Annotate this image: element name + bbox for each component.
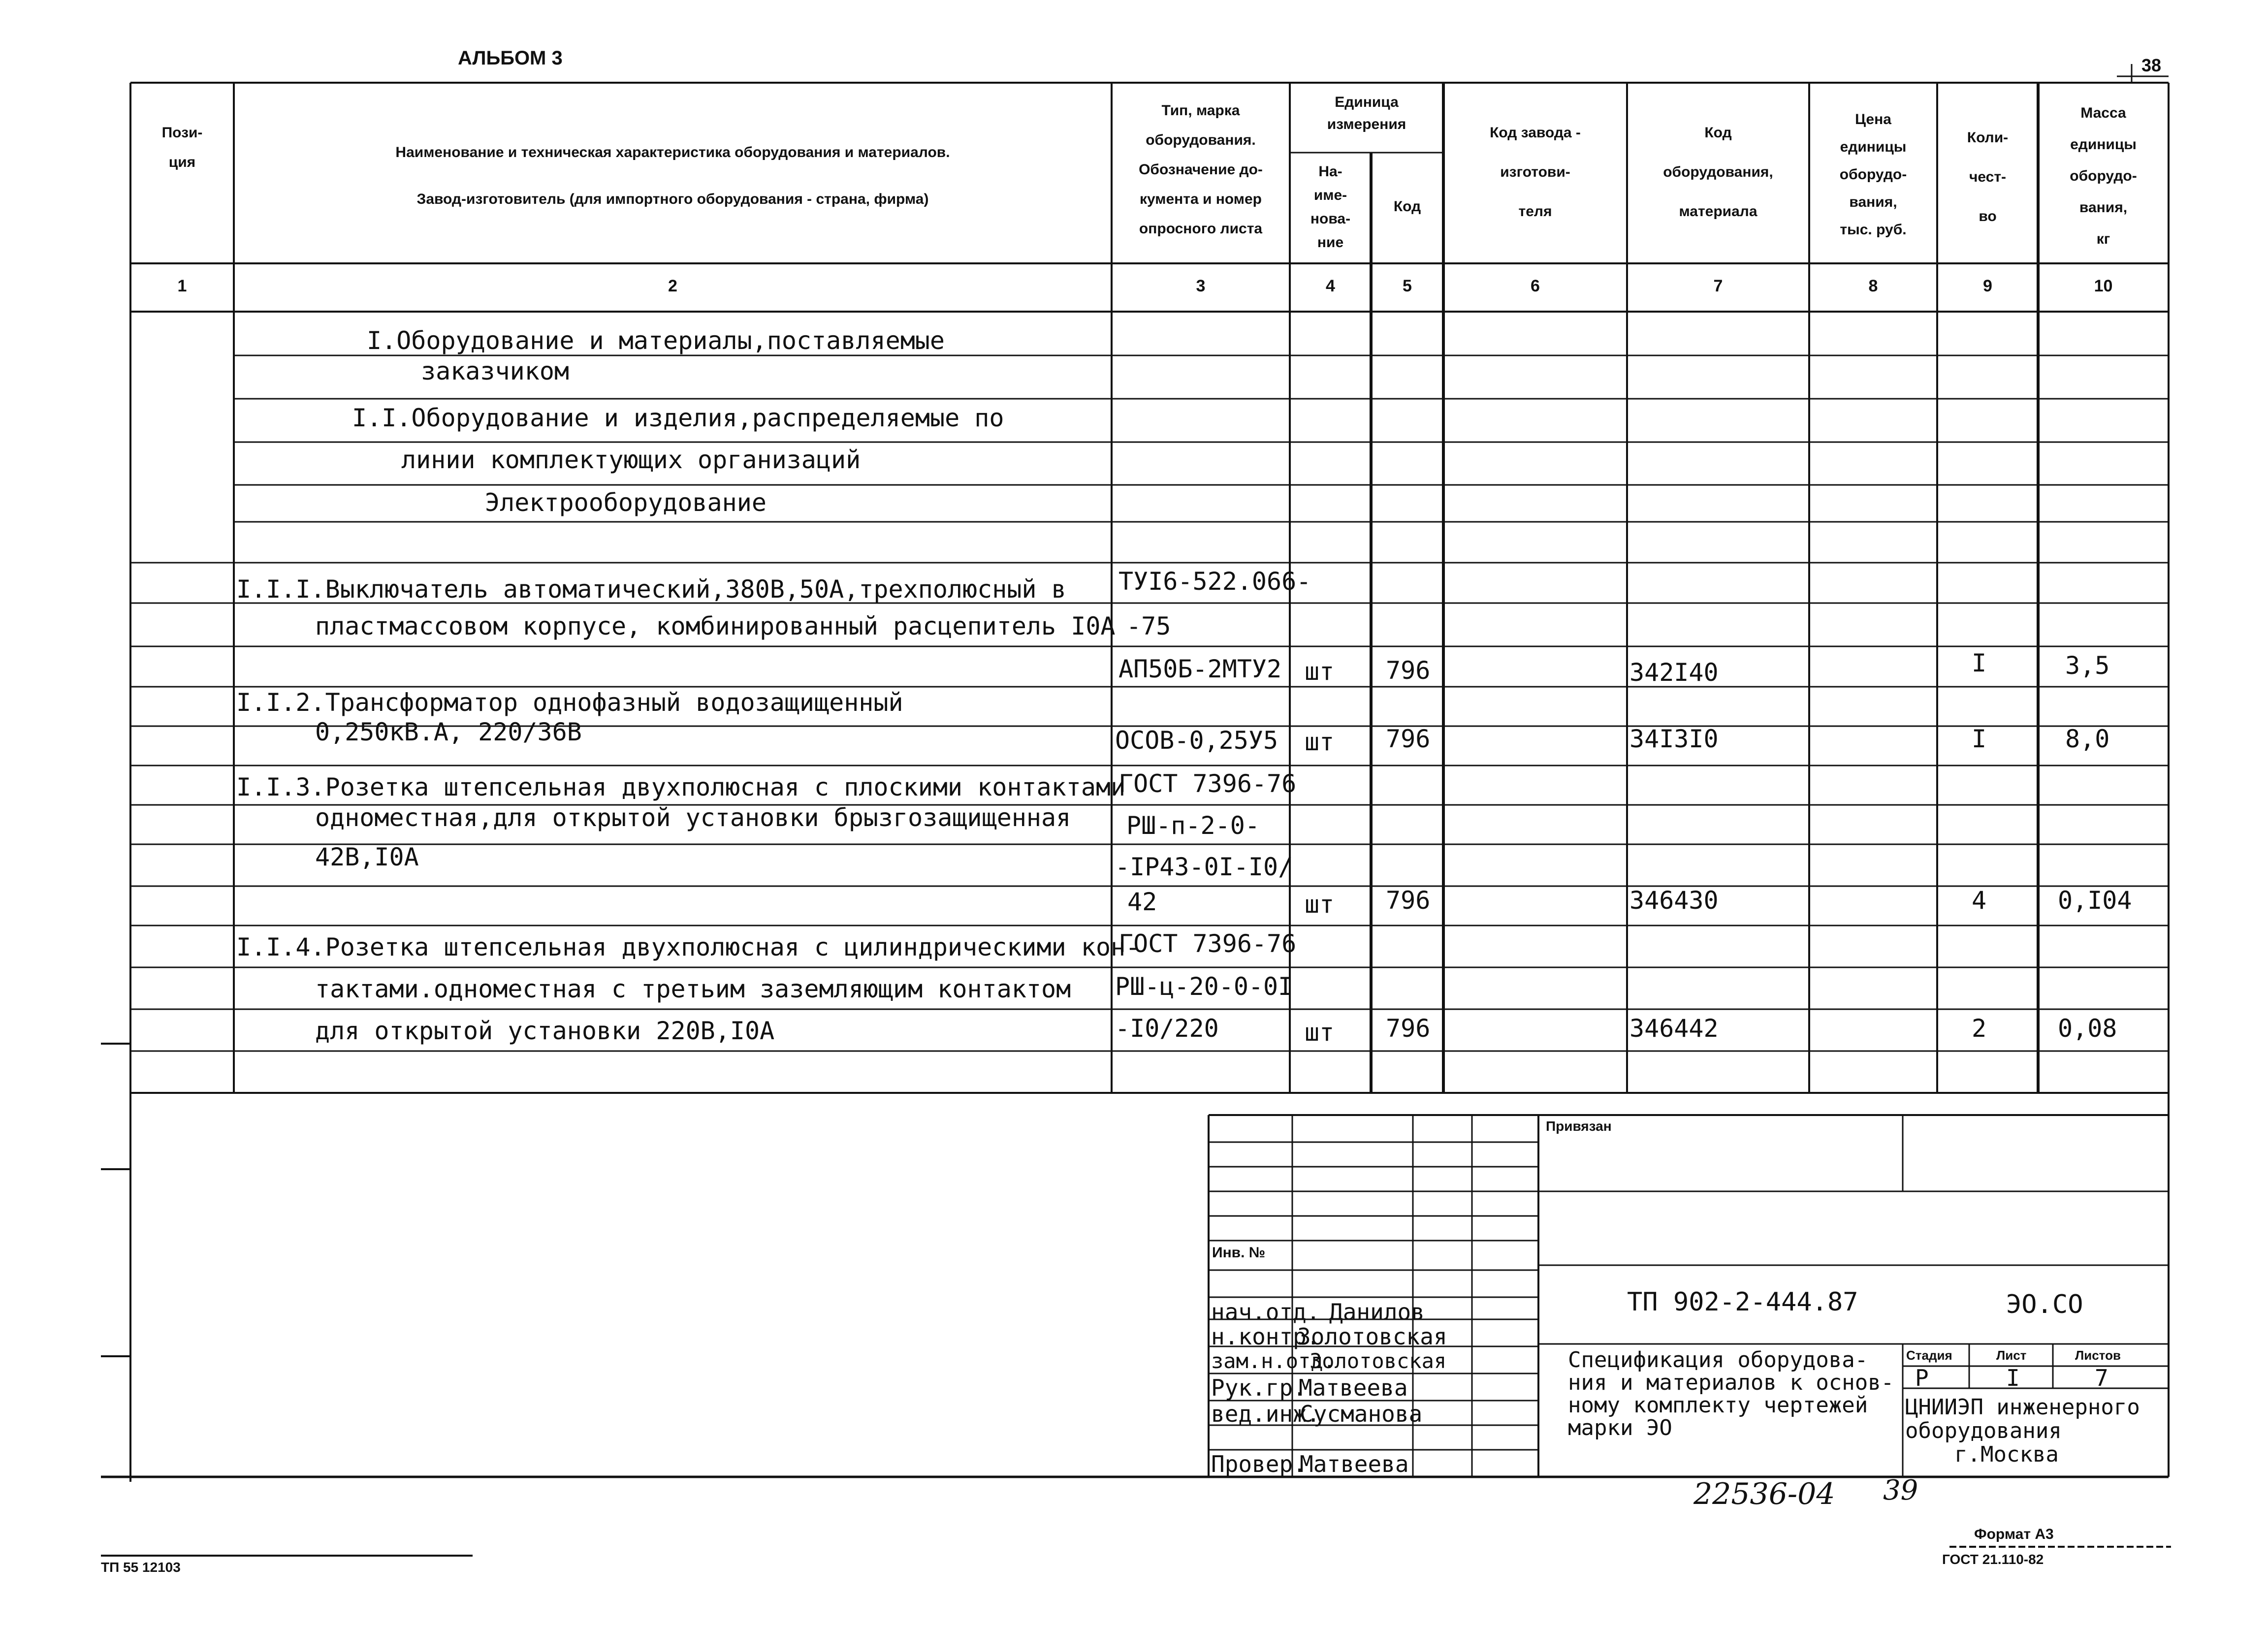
item-qty: I (1972, 649, 1987, 677)
col-number: 4 (1326, 277, 1335, 295)
item-name: 42В,I0А (315, 843, 419, 871)
item-qty: 4 (1972, 886, 1987, 915)
item-unit-code: 796 (1386, 886, 1431, 915)
item-type: АП50Б-2МТУ2 (1118, 655, 1282, 683)
item-unit: шт (1305, 1018, 1335, 1047)
col-number: 7 (1713, 277, 1723, 295)
col-number: 8 (1868, 277, 1878, 295)
item-name: 0,250кВ.А, 220/36В (315, 718, 582, 746)
item-mass: 8,0 (2065, 725, 2110, 753)
signer-role: Рук.гр. (1211, 1374, 1307, 1401)
col-number: 6 (1531, 277, 1540, 295)
item-code: 342I40 (1629, 658, 1719, 687)
section-heading: I.I.Оборудование и изделия,распределяемые по (352, 404, 1004, 432)
item-type: ГОСТ 7396-76 (1118, 769, 1297, 798)
stage-label: Стадия (1906, 1348, 1952, 1363)
signer-name: Золотовская (1310, 1349, 1447, 1373)
inventory-label: Инв. № (1212, 1245, 1266, 1261)
header-quantity: Коли- чест- во (1967, 129, 2009, 224)
header-name: Наименование и техническая характеристика оборудования и материалов. Завод-изготовитель (для импортного оборудования - страна, фирма) (395, 144, 950, 207)
signer-role: зам.н.отд. (1211, 1349, 1336, 1373)
item-name: I.I.4.Розетка штепсельная двухполюсная с цилиндрическими кон- (236, 933, 1141, 961)
item-type: РШ-ц-20-0-0I (1115, 972, 1293, 1001)
signer-name: Золотовская (1297, 1323, 1447, 1350)
col-number: 5 (1403, 277, 1412, 295)
section-heading: Электрооборудование (485, 488, 767, 517)
col-number: 9 (1983, 277, 1992, 295)
document-title: Спецификация оборудова- ния и материалов к основ- ному комплекту чертежей марки ЭО (1568, 1347, 1894, 1440)
signer-name: Данилов (1329, 1299, 1425, 1325)
item-name: одноместная,для открытой установки брызгозащищенная (315, 803, 1071, 832)
signer-name: Матвеева (1300, 1451, 1409, 1477)
format-label: Формат А3 (1974, 1526, 2054, 1542)
item-mass: 0,08 (2058, 1014, 2117, 1043)
sheet-value: I (2006, 1365, 2020, 1391)
item-name: I.I.3.Розетка штепсельная двухполюсная с плоскими контактами (236, 773, 1126, 801)
item-type: 42 (1127, 888, 1157, 916)
item-name: пластмассовом корпусе, комбинированный расцепитель I0А (315, 612, 1116, 640)
col-number: 2 (668, 277, 677, 295)
item-type: РШ-п-2-0- (1126, 811, 1260, 840)
item-mass: 0,I04 (2058, 886, 2132, 915)
stage-value: Р (1915, 1365, 1929, 1391)
sheets-value: 7 (2095, 1365, 2108, 1391)
signer-role: нач.отд. (1211, 1299, 1320, 1325)
page-number: 38 (2141, 55, 2162, 75)
section-heading: I.Оборудование и материалы,поставляемые (367, 326, 945, 355)
item-type: ОСОВ-0,25У5 (1115, 726, 1278, 755)
signer-role: н.контр. (1211, 1323, 1320, 1350)
header-equipment-code: Код оборудования, материала (1663, 125, 1773, 220)
document-code: ТП 902-2-444.87 (1627, 1287, 1858, 1317)
item-name: тактами.одноместная с третьим заземляющим контактом (315, 975, 1071, 1003)
signer-role: Провер. (1211, 1451, 1307, 1477)
privyazan-label: Привязан (1546, 1118, 1612, 1134)
item-name: I.I.I.Выключатель автоматический,380В,50А,трехполюсный в (236, 575, 1066, 604)
item-code: 346430 (1629, 886, 1719, 915)
signer-role: вед.инж. (1211, 1401, 1320, 1427)
header-type: Тип, марка оборудования. Обозначение до- кумента и номер опросного листа (1139, 102, 1263, 237)
archive-page: 39 (1883, 1474, 1918, 1506)
section-heading: линии комплектующих организаций (401, 446, 861, 474)
item-type: ГОСТ 7396-76 (1118, 929, 1297, 958)
header-factory-code: Код завода - изготови- теля (1490, 125, 1581, 220)
header-price: Цена единицы оборудо- вания, тыс. руб. (1839, 111, 1907, 238)
item-type: -75 (1126, 612, 1171, 640)
organization: ЦНИИЭП инженерного оборудования г.Москва (1905, 1395, 2140, 1467)
gost-label: ГОСТ 21.110-82 (1942, 1552, 2044, 1567)
signer-name: Сусманова (1300, 1401, 1423, 1427)
header-unit-code: Код (1393, 198, 1421, 215)
item-qty: 2 (1972, 1014, 1987, 1043)
item-unit: шт (1305, 657, 1335, 686)
item-type: -I0/220 (1115, 1014, 1219, 1043)
item-qty: I (1972, 725, 1987, 753)
item-mass: 3,5 (2065, 651, 2110, 680)
album-label: АЛЬБОМ 3 (458, 47, 563, 69)
item-unit: шт (1305, 890, 1335, 919)
item-unit-code: 796 (1386, 656, 1431, 685)
item-code: 34I3I0 (1629, 725, 1719, 753)
item-code: 346442 (1629, 1014, 1719, 1043)
col-number: 10 (2094, 277, 2113, 295)
bottom-code: ТП 55 12103 (101, 1560, 181, 1575)
section-heading: заказчиком (421, 357, 570, 385)
item-type: ТУI6-522.066- (1118, 567, 1311, 596)
header-unit-name: На- име- нова- ние (1310, 163, 1351, 251)
item-name: I.I.2.Трансформатор однофазный водозащищенный (236, 688, 903, 717)
header-mass: Масса единицы оборудо- вания, кг (2070, 105, 2137, 247)
header-units: Единица измерения (1327, 94, 1406, 132)
signer-name: Матвеева (1299, 1374, 1408, 1401)
item-unit-code: 796 (1386, 1014, 1431, 1043)
archive-number: 22536-04 (1693, 1477, 1835, 1511)
sheets-label: Листов (2075, 1348, 2121, 1363)
item-unit: шт (1305, 728, 1335, 756)
col-number: 1 (177, 277, 187, 295)
item-unit-code: 796 (1386, 725, 1431, 753)
item-name: для открытой установки 220В,I0А (315, 1017, 775, 1045)
header-position: Пози- ция (161, 125, 203, 170)
sheet-label: Лист (1996, 1348, 2027, 1363)
col-number: 3 (1196, 277, 1206, 295)
item-type: -IР43-0I-I0/ (1115, 853, 1293, 881)
document-mark: ЭО.СО (2006, 1290, 2083, 1319)
